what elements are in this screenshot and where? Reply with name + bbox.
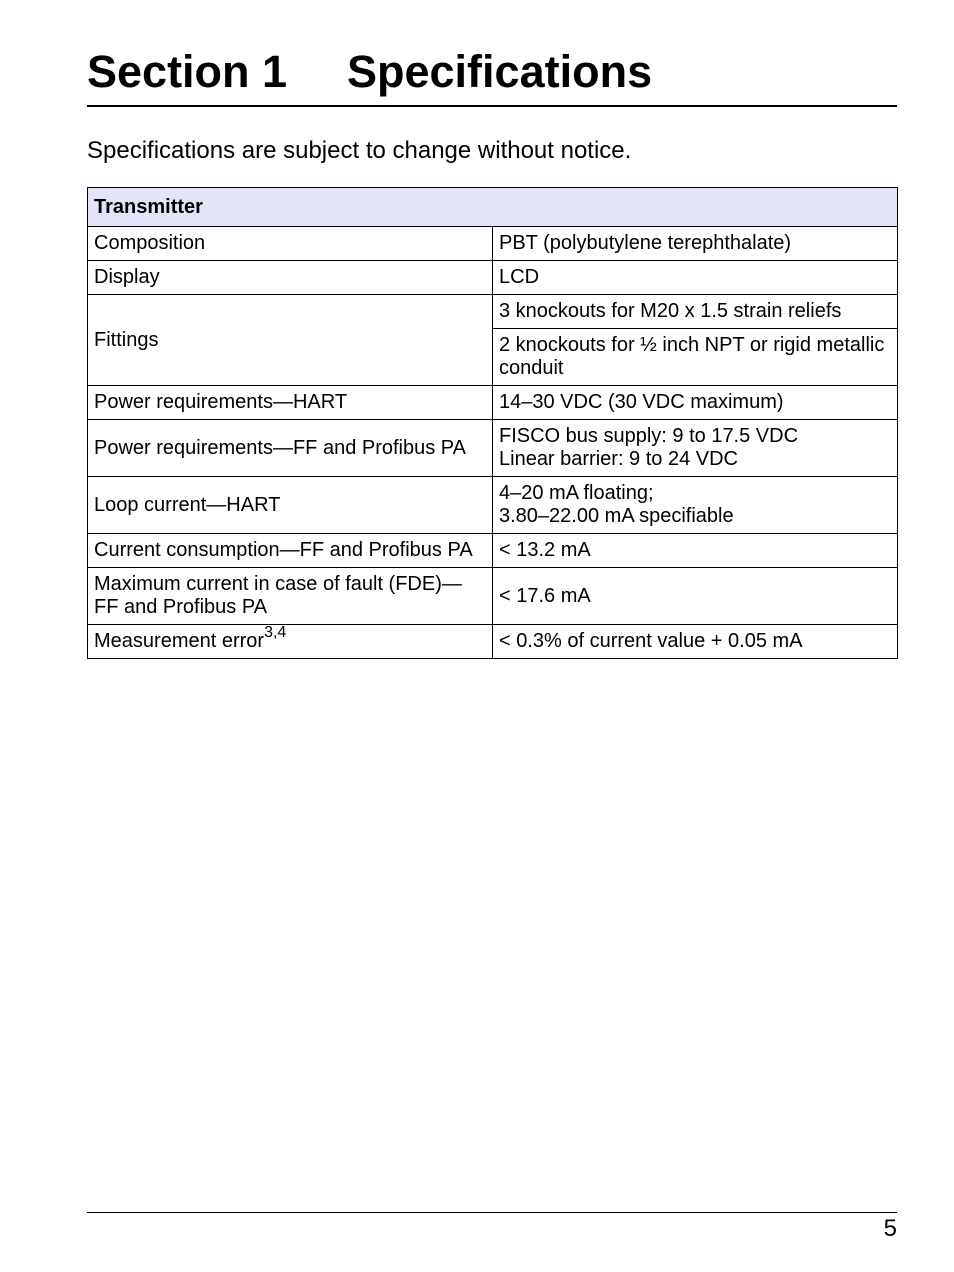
section-number: Section 1 bbox=[87, 46, 288, 97]
table-row bbox=[88, 625, 898, 659]
value-line: 3.80–22.00 mA specifiable bbox=[499, 505, 734, 527]
table-row bbox=[88, 420, 898, 477]
row-value: < 17.6 mA bbox=[493, 568, 898, 625]
value-line: FISCO bus supply: 9 to 17.5 VDC bbox=[499, 425, 799, 447]
row-label: Power requirements—FF and Profibus PA bbox=[88, 420, 493, 477]
intro-text: Specifications are subject to change without notice. bbox=[87, 137, 632, 164]
section-title: Specifications bbox=[347, 46, 653, 97]
table-row bbox=[88, 534, 898, 568]
row-label: Composition bbox=[88, 227, 493, 261]
table-row bbox=[88, 227, 898, 261]
row-label bbox=[88, 625, 493, 659]
row-value bbox=[493, 477, 898, 534]
row-label-text: Measurement error bbox=[94, 630, 265, 652]
row-value: 3 knockouts for M20 x 1.5 strain reliefs bbox=[493, 295, 898, 329]
footer-divider bbox=[87, 1212, 897, 1213]
table-header-row bbox=[88, 188, 898, 227]
page-number: 5 bbox=[883, 1215, 897, 1242]
row-label: Fittings bbox=[88, 295, 493, 386]
table-row bbox=[88, 386, 898, 420]
value-line: 4–20 mA floating; bbox=[499, 482, 654, 504]
table-row bbox=[88, 477, 898, 534]
row-label: Current consumption—FF and Profibus PA bbox=[88, 534, 493, 568]
table-row bbox=[88, 568, 898, 625]
row-label: Display bbox=[88, 261, 493, 295]
row-value bbox=[493, 420, 898, 477]
specifications-table bbox=[87, 187, 898, 659]
row-label: Maximum current in case of fault (FDE)—FF and Profibus PA bbox=[88, 568, 493, 625]
row-value: PBT (polybutylene terephthalate) bbox=[493, 227, 898, 261]
footnote-reference: 3,4 bbox=[264, 624, 287, 642]
row-label: Loop current—HART bbox=[88, 477, 493, 534]
row-value: 14–30 VDC (30 VDC maximum) bbox=[493, 386, 898, 420]
row-value: 2 knockouts for ½ inch NPT or rigid metallic conduit bbox=[493, 329, 898, 386]
row-label: Power requirements—HART bbox=[88, 386, 493, 420]
row-value: < 13.2 mA bbox=[493, 534, 898, 568]
section-header bbox=[87, 44, 897, 107]
row-value: LCD bbox=[493, 261, 898, 295]
value-line: Linear barrier: 9 to 24 VDC bbox=[499, 448, 739, 470]
table-header: Transmitter bbox=[88, 188, 898, 227]
table-row bbox=[88, 295, 898, 329]
row-value: < 0.3% of current value + 0.05 mA bbox=[493, 625, 898, 659]
table-row bbox=[88, 261, 898, 295]
